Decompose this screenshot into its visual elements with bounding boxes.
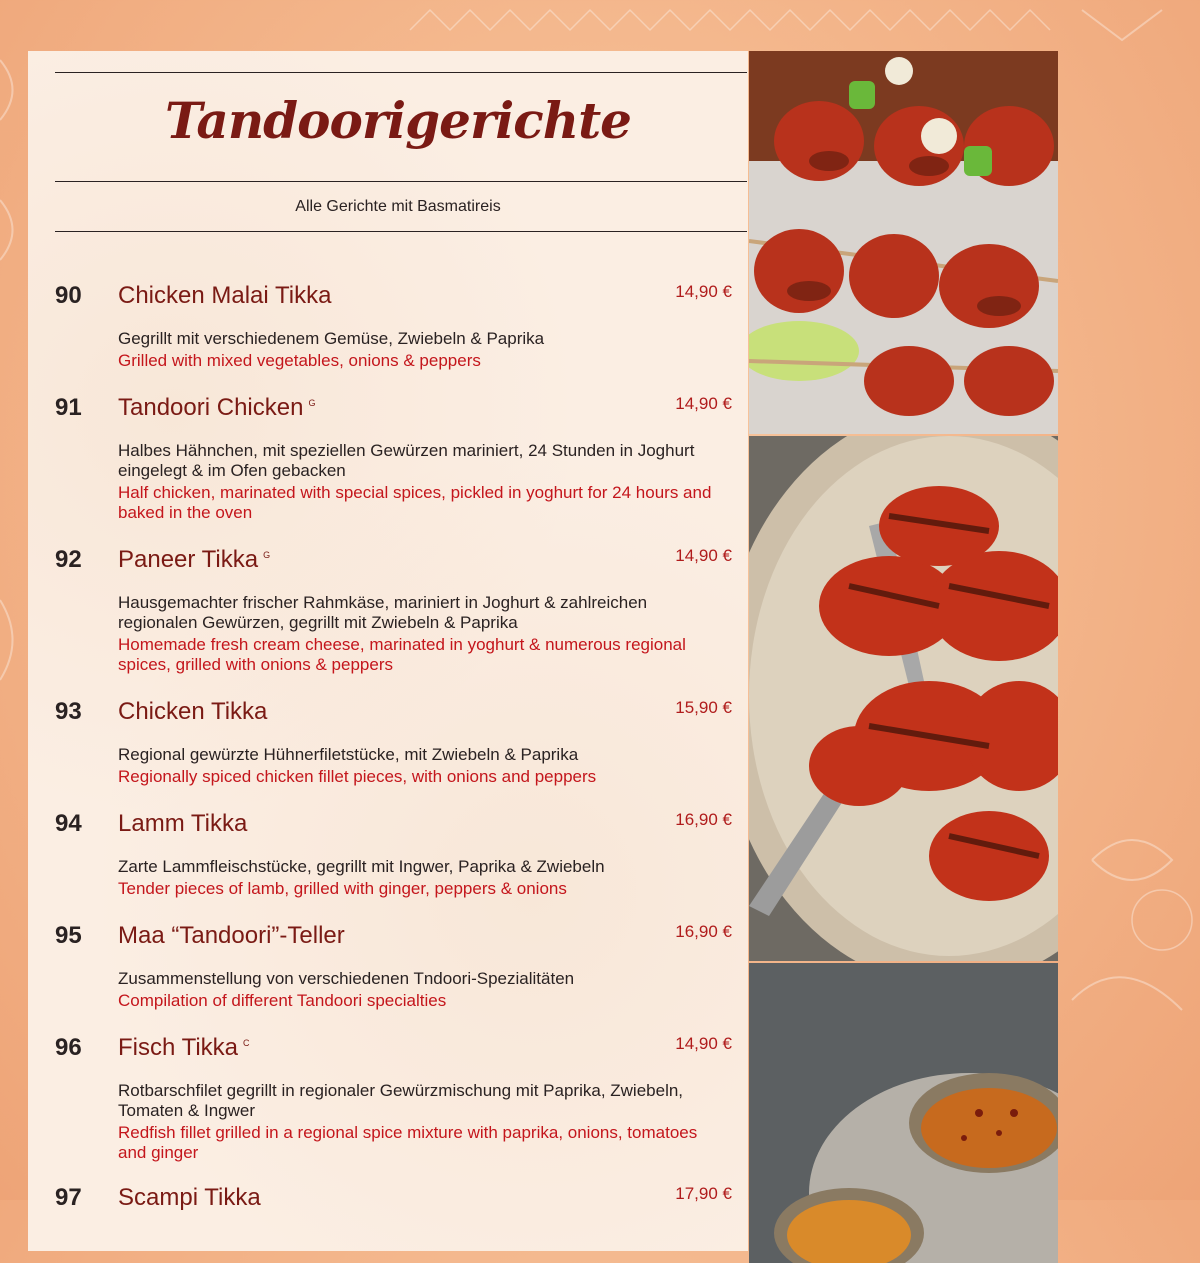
item-description-en: Regionally spiced chicken fillet pieces, with onions and peppers xyxy=(118,767,597,786)
item-name: Tandoori Chicken $^G$ xyxy=(118,394,316,421)
item-description-de: Rotbarschfilet gegrillt in regionaler Gewürzmischung mit Paprika, Zwiebeln, Tomaten & Ingwer xyxy=(118,1081,684,1120)
item-description-de: Zarte Lammfleischstücke, gegrillt mit Ingwer, Paprika & Zwiebeln xyxy=(118,857,605,876)
background-ornament-right xyxy=(1062,0,1200,1200)
item-name: Maa “Tandoori”-Teller xyxy=(118,922,345,949)
item-number: 91 xyxy=(55,394,82,421)
curry-bowls-photo xyxy=(749,963,1058,1263)
item-description-en: Redfish fillet grilled in a regional spice mixture with paprika, onions, tomatoes and ginger xyxy=(118,1123,698,1162)
allergen-mark: G xyxy=(308,398,316,408)
item-price: 16,90 € xyxy=(675,922,732,941)
item-description-de: Hausgemachter frischer Rahmkäse, mariniert in Joghurt & zahlreichen regionalen Gewürzen, gegrillt mit Zwiebeln & Paprika xyxy=(118,593,648,632)
title-rule xyxy=(55,181,747,182)
item-description-en: Homemade fresh cream cheese, marinated in yoghurt & numerous regional spices, grilled with onions & peppers xyxy=(118,635,686,674)
item-name: Fisch Tikka $^C$ xyxy=(118,1034,250,1061)
item-price: 14,90 € xyxy=(675,1034,732,1053)
item-name: Lamm Tikka xyxy=(118,810,248,837)
item-description-de: Gegrillt mit verschiedenem Gemüse, Zwiebeln & Paprika xyxy=(118,329,545,348)
item-description-de: Halbes Hähnchen, mit speziellen Gewürzen mariniert, 24 Stunden in Joghurt eingelegt & im Ofen gebacken xyxy=(118,441,695,480)
menu-page xyxy=(28,51,748,1251)
item-price: 17,90 € xyxy=(675,1184,732,1203)
item-number: 93 xyxy=(55,698,82,725)
background-ornament-left xyxy=(0,0,28,1200)
allergen-mark: G xyxy=(263,550,271,560)
item-description-de: Zusammenstellung von verschiedenen Tndoori-Spezialitäten xyxy=(118,969,575,988)
item-price: 16,90 € xyxy=(675,810,732,829)
page-subtitle: Alle Gerichte mit Basmatireis xyxy=(295,198,501,215)
item-name: Scampi Tikka xyxy=(118,1184,261,1211)
item-price: 14,90 € xyxy=(675,394,732,413)
page-title: Tandoorigerichte xyxy=(165,91,631,150)
top-rule xyxy=(55,72,747,73)
item-description-en: Compilation of different Tandoori specialties xyxy=(118,991,447,1010)
item-price: 15,90 € xyxy=(675,698,732,717)
item-price: 14,90 € xyxy=(675,282,732,301)
item-name: Chicken Malai Tikka xyxy=(118,282,332,309)
item-description-de: Regional gewürzte Hühnerfiletstücke, mit Zwiebeln & Paprika xyxy=(118,745,579,764)
item-number: 96 xyxy=(55,1034,82,1061)
item-number: 97 xyxy=(55,1184,82,1211)
item-name: Paneer Tikka $^G$ xyxy=(118,546,271,573)
grilled-skewers-photo xyxy=(749,51,1058,434)
item-number: 94 xyxy=(55,810,82,837)
background-ornament-top xyxy=(400,0,1060,51)
subtitle-rule xyxy=(55,231,747,232)
item-number: 90 xyxy=(55,282,82,309)
item-price: 14,90 € xyxy=(675,546,732,565)
item-description-en: Half chicken, marinated with special spices, pickled in yoghurt for 24 hours and baked in the oven xyxy=(118,483,712,522)
item-number: 95 xyxy=(55,922,82,949)
item-description-en: Grilled with mixed vegetables, onions & peppers xyxy=(118,351,481,370)
item-number: 92 xyxy=(55,546,82,573)
item-name: Chicken Tikka xyxy=(118,698,268,725)
tandoori-plate-photo xyxy=(749,436,1058,961)
item-description-en: Tender pieces of lamb, grilled with ginger, peppers & onions xyxy=(118,879,567,898)
allergen-mark: C xyxy=(243,1038,250,1048)
